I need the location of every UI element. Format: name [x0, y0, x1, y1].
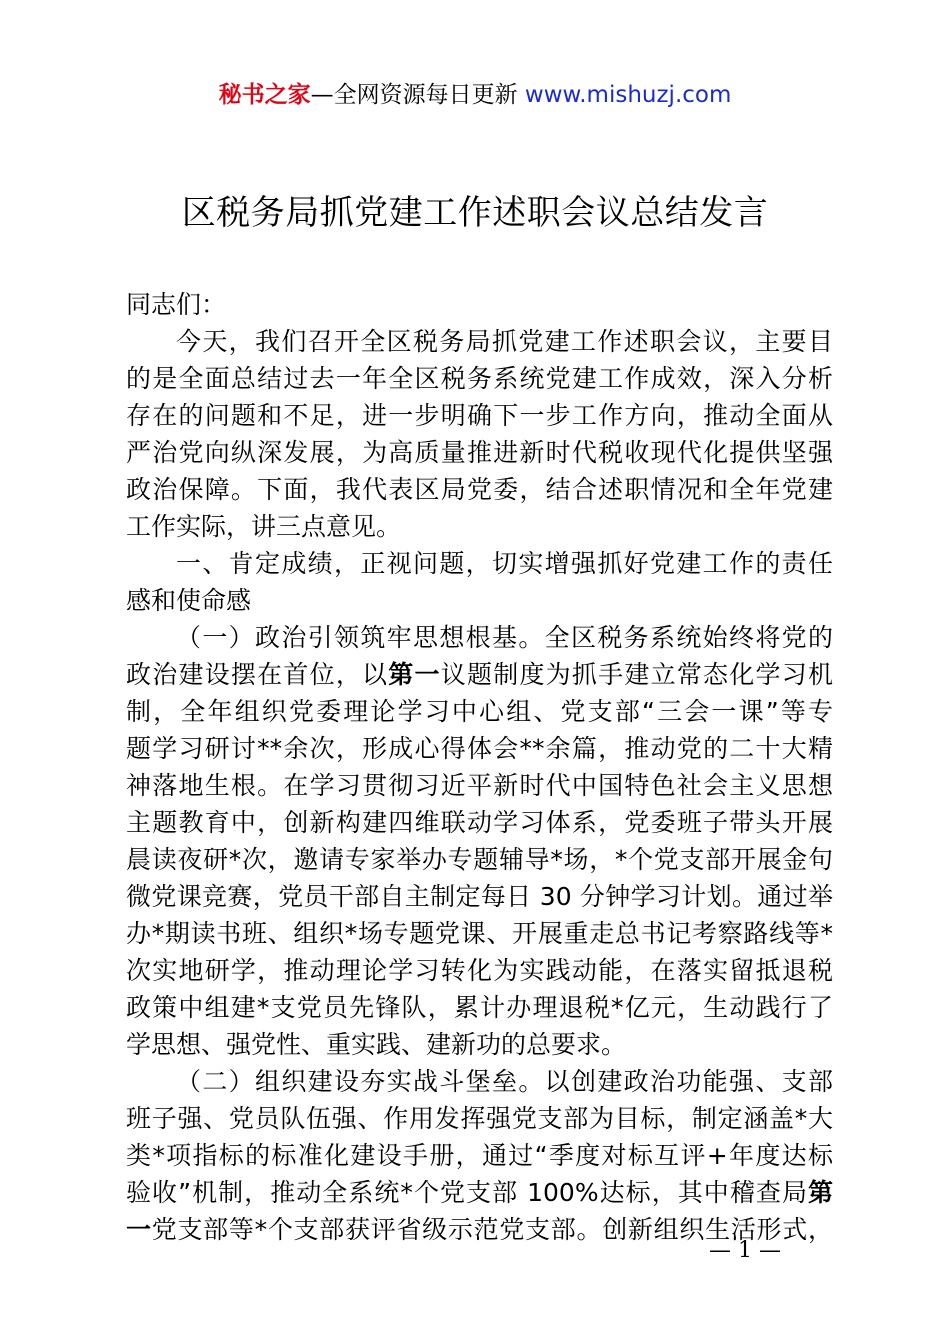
paragraph-line: 存在的问题和不足，进一步明确下一步工作方向，推动全面从 — [126, 401, 833, 430]
paragraph-line: 学思想、强党性、重实践、建新功的总要求。 — [126, 1030, 627, 1059]
paragraph-line: 晨读夜研*次，邀请专家举办专题辅导*场，*个党支部开展金句 — [126, 845, 833, 874]
paragraph-line: 严治党向纵深发展，为高质量推进新时代税收现代化提供坚强 — [126, 438, 833, 467]
banner-site-link[interactable]: www.mishuzj.com — [524, 82, 732, 108]
bold-text: 第一 — [388, 660, 441, 689]
paragraph-line: 微党课竞赛，党员干部自主制定每日 30 分钟学习计划。通过举 — [126, 882, 833, 911]
paragraph-line: 次实地研学，推动理论学习转化为实践动能，在落实留抵退税 — [126, 956, 833, 985]
line-text: 党支部等*个支部获评省级示范党支部。创新组织生活形式， — [151, 1215, 833, 1244]
paragraph-line — [126, 656, 833, 693]
document-title: 区税务局抓党建工作述职会议总结发言 — [181, 193, 769, 233]
page-number: — 1 — — [709, 1238, 781, 1263]
bold-text: 第 — [807, 1178, 833, 1207]
paragraph-line: 题学习研讨**余次，形成心得体会**余篇，推动党的二十大精 — [126, 734, 833, 763]
paragraph-line: 工作实际，讲三点意见。 — [126, 512, 402, 541]
line-text: 政治建设摆在首位，以 — [126, 660, 389, 689]
salutation: 同志们： — [126, 290, 227, 319]
line-text: 议题制度为抓手建立常态化学习机 — [440, 660, 833, 689]
paragraph-line: 主题教育中，创新构建四维联动学习体系，党委班子带头开展 — [126, 808, 833, 837]
paragraph-line: （一）政治引领筑牢思想根基。全区税务系统始终将党的 — [176, 623, 833, 652]
bold-text: 一 — [126, 1215, 152, 1244]
paragraph-line: 今天，我们召开全区税务局抓党建工作述职会议，主要目 — [176, 327, 833, 356]
banner-slogan: —全网资源每日更新 — [310, 82, 525, 108]
line-text: 验收”机制，推动全系统*个党支部 100%达标，其中稽查局 — [126, 1178, 808, 1207]
paragraph-line: 制，全年组织党委理论学习中心组、党支部“三会一课”等专 — [126, 697, 833, 726]
paragraph-line: 神落地生根。在学习贯彻习近平新时代中国特色社会主义思想 — [126, 771, 833, 800]
paragraph-line: 政策中组建*支党员先锋队，累计办理退税*亿元，生动践行了 — [126, 993, 833, 1022]
paragraph-line: 班子强、党员队伍强、作用发挥强党支部为目标，制定涵盖*大 — [126, 1104, 833, 1133]
paragraph-line: 政治保障。下面，我代表区局党委，结合述职情况和全年党建 — [126, 475, 833, 504]
banner-brand: 秘书之家 — [218, 82, 311, 108]
paragraph-line: 办*期读书班、组织*场专题党课、开展重走总书记考察路线等* — [126, 919, 833, 948]
paragraph-line: （二）组织建设夯实战斗堡垒。以创建政治功能强、支部 — [176, 1067, 833, 1096]
section-heading-1-cont: 感和使命感 — [126, 586, 252, 615]
paragraph-line: 类*项指标的标准化建设手册，通过“季度对标互评+年度达标 — [126, 1141, 833, 1170]
section-heading-1: 一、肯定成绩，正视问题，切实增强抓好党建工作的责任 — [176, 549, 833, 578]
paragraph-line — [126, 1174, 833, 1211]
site-banner — [0, 78, 950, 112]
document-body — [126, 286, 833, 1248]
paragraph-line: 的是全面总结过去一年全区税务系统党建工作成效，深入分析 — [126, 364, 833, 393]
